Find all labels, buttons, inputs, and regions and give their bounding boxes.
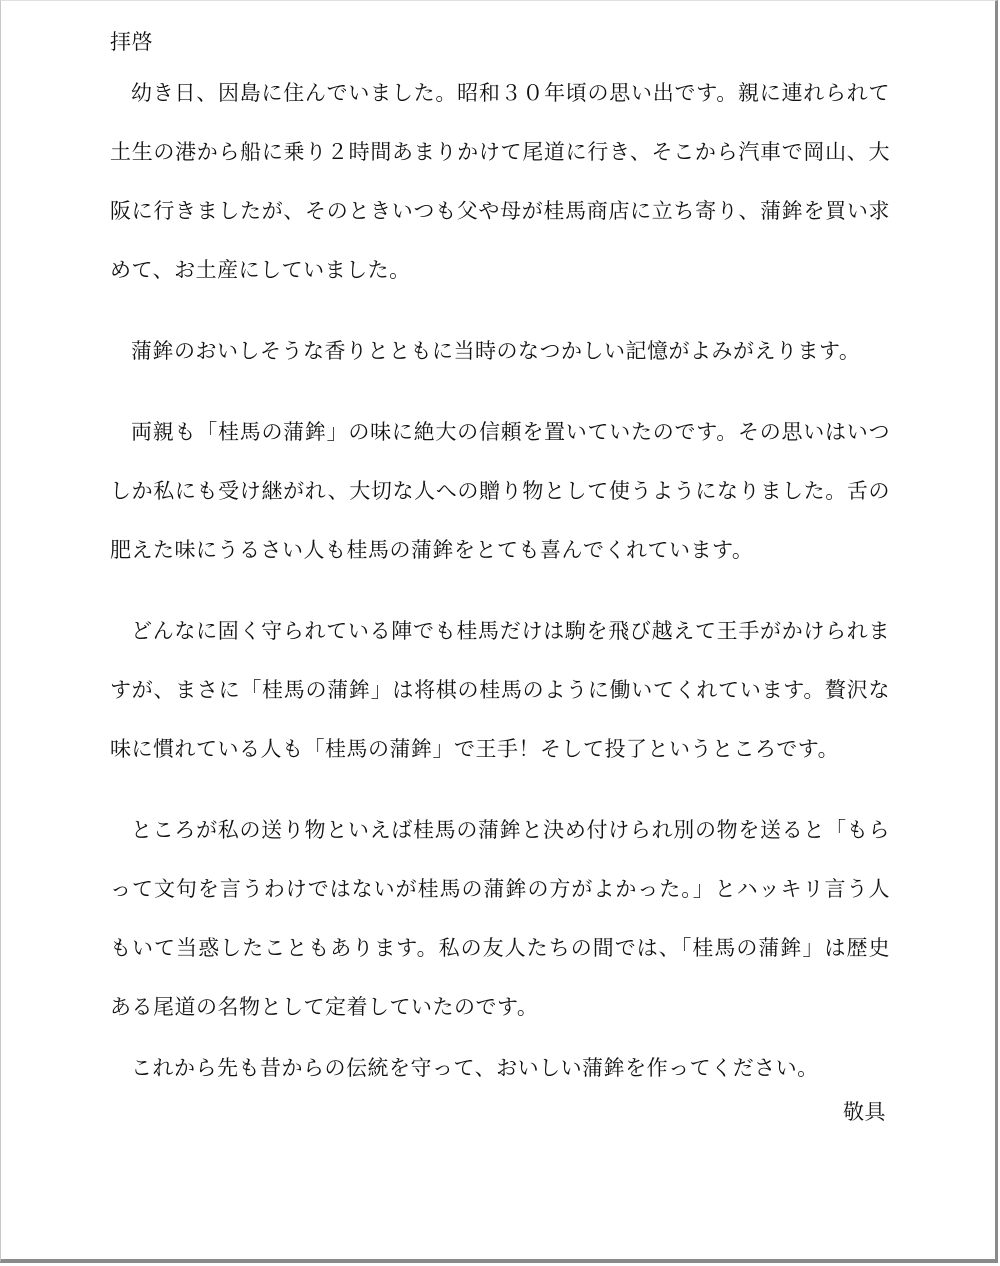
letter-opening: 拝啓 [110,30,153,54]
letter-paragraph: ところが私の送り物といえば桂馬の蒲鉾と決め付けられ別の物を送ると「もらって文句を言うわけではないが桂馬の蒲鉾の方がよかった。」とハッキリ言う人もいて当惑したこともあります。私の友人たちの間では、「桂馬の蒲鉾」は歴史ある尾道の名物として定着していたのです。 [110,818,890,1019]
letter-paragraph: 幼き日、因島に住んでいました。昭和３０年頃の思い出です。親に連れられて土生の港から船に乗り２時間あまりかけて尾道に行き、そこから汽車で岡山、大阪に行きましたが、そのときいつも父や母が桂馬商店に立ち寄り、蒲鉾を買い求めて、お土産にしていました。 [110,81,890,282]
letter-paragraph: これから先も昔からの伝統を守って、おいしい蒲鉾を作ってください。 [131,1056,819,1080]
letter-paragraph: 両親も「桂馬の蒲鉾」の味に絶大の信頼を置いていたのです。その思いはいつしか私にも受け継がれ、大切な人への贈り物として使うようになりました。舌の肥えた味にうるさい人も桂馬の蒲鉾をとても喜んでくれています。 [110,420,890,562]
letter-paragraph: どんなに固く守られている陣でも桂馬だけは駒を飛び越えて王手がかけられますが、まさに「桂馬の蒲鉾」は将棋の桂馬のように働いてくれています。贅沢な味に慣れている人も「桂馬の蒲鉾」で王手！そして投了というところです。 [110,619,890,761]
letter-paragraph: 蒲鉾のおいしそうな香りとともに当時のなつかしい記憶がよみがえります。 [131,339,861,363]
letter-body [110,20,890,1127]
letter-closing: 敬具 [843,1100,886,1124]
